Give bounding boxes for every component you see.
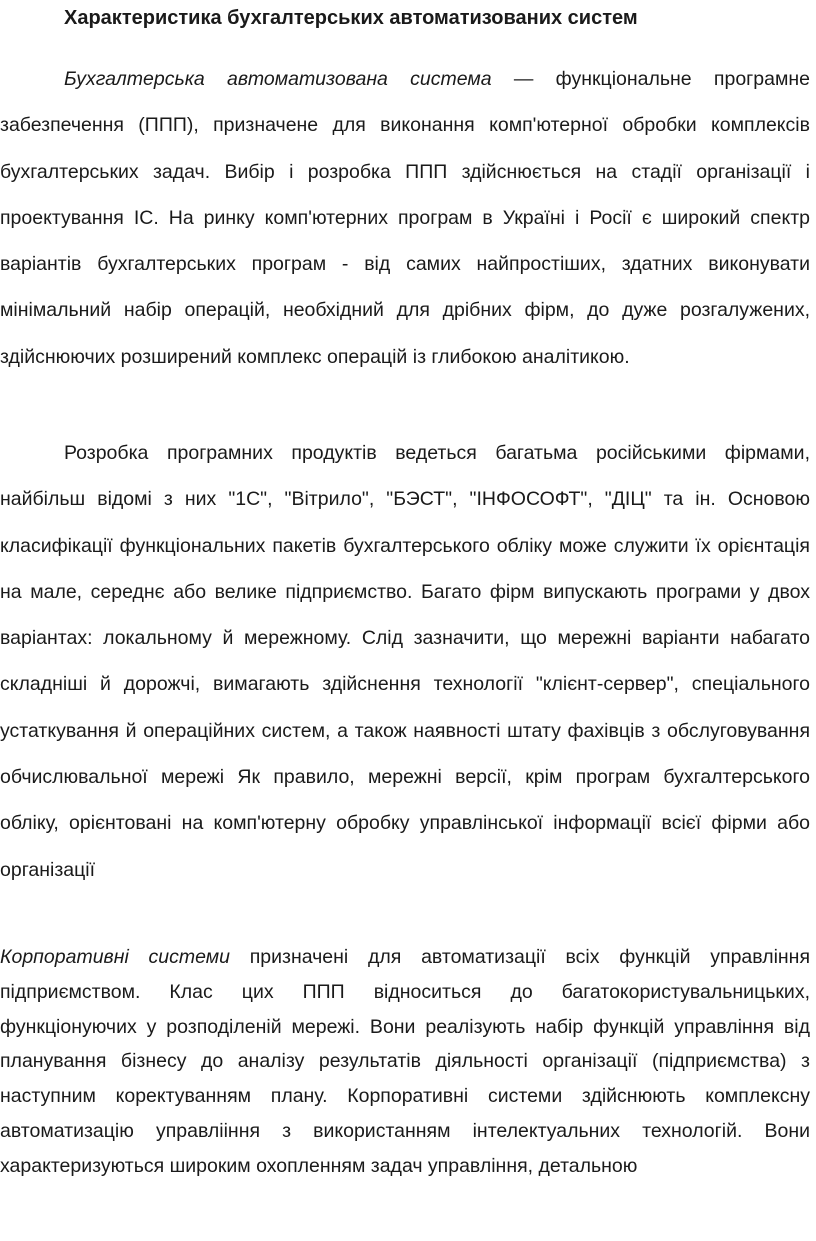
- paragraph-corporate-systems: [0, 940, 810, 1184]
- term-corporate-systems: Корпоративні системи: [0, 946, 230, 968]
- paragraph-text: — функціональне програмне забезпечення (ППП), призначене для виконання комп'ютерної обробки комплексів бухгалтерських задач. Вибір і розробка ППП здійснюється на стадії організації і проектування ІС. На ринку комп'ютерних програм в Україні і Росії є широкий спектр варіантів бухгалтерських програм - від самих найпростіших, здатних виконувати мінімальний набір операцій, необхідний для дрібних фірм, до дуже розгалужених, здійснюючих розширений комплекс операцій із глибокою аналітикою.: [0, 68, 810, 368]
- term-accounting-system: Бухгалтерська автоматизована система: [64, 68, 492, 90]
- paragraph-software-development: [0, 430, 810, 893]
- paragraph-text: призначені для автоматизації всіх функцій управління підприємством. Клас цих ППП відноситься до багатокористувальницьких, функціонуючих у розподіленій мережі. Вони реалізують набір функцій управління від планування бізнесу до аналізу результатів діяльності організації (підприємства) з наступним коректуванням плану. Корпоративні системи здійснюють комплексну автоматизацію управлііння з використанням інтелектуальних технологій. Вони характеризуються широким охопленням задач управління, детальною: [0, 946, 810, 1177]
- document-title: Характеристика бухгалтерських автоматизованих систем: [64, 7, 638, 29]
- paragraph-accounting-system: [0, 56, 810, 380]
- paragraph-text: Розробка програмних продуктів ведеться багатьма російськими фірмами, найбільш відомі з них "1С", "Вітрило", "БЭСТ", "ІНФОСОФТ", "ДІЦ" та ін. Основою класифікації функціональних пакетів бухгалтерського обліку може служити їх орієнтація на мале, середнє або велике підприємство. Багато фірм випускають програми у двох варіантах: локальному й мережному. Слід зазначити, що мережні варіанти набагато складніші й дорожчі, вимагають здійснення технології "клієнт-сервер", спеціального устаткування й операційних систем, а також наявності штату фахівців з обслуговування обчислювальної мережі Як правило, мережні версії, крім програм бухгалтерського обліку, орієнтовані на комп'ютерну обробку управлінської інформації всієї фірми або організації: [0, 442, 810, 881]
